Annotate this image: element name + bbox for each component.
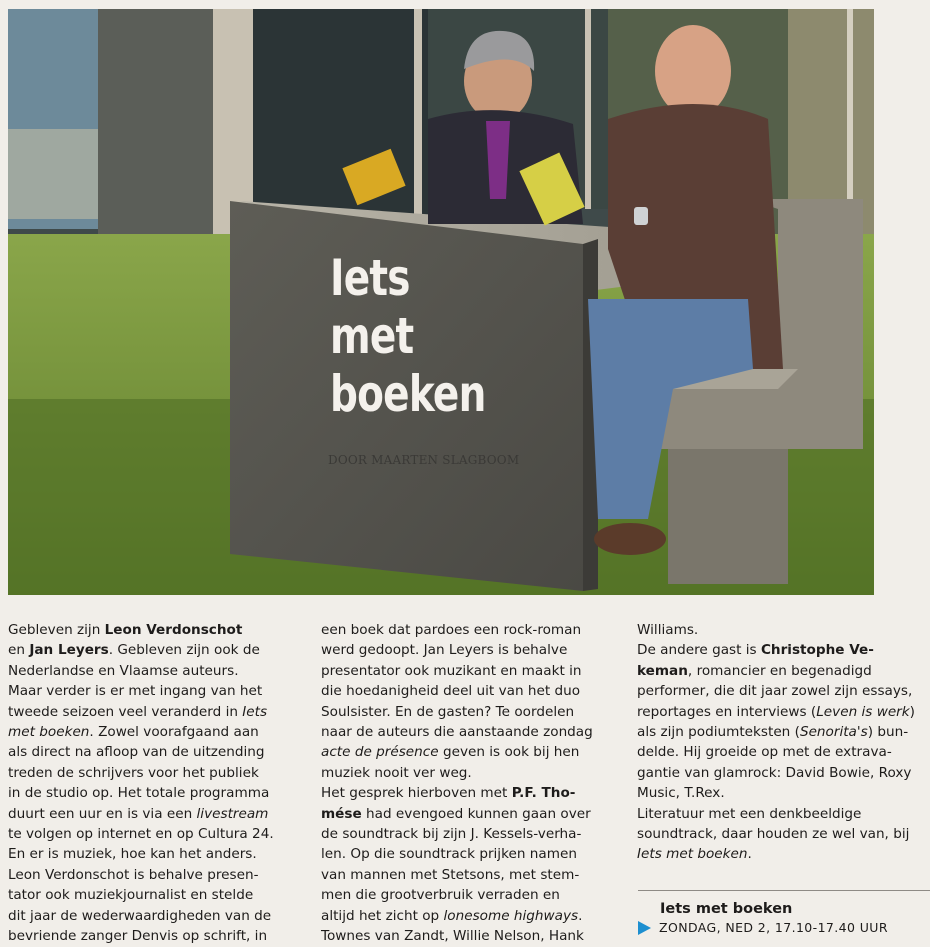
text-line: tweede seizoen veel veranderd in Iets	[8, 703, 268, 720]
text-line: van mannen met Stetsons, met stem-	[321, 866, 580, 883]
text-line: tator ook muziekjournalist en stelde	[8, 887, 254, 904]
name-bold: P.F. Tho-	[511, 785, 576, 802]
article-column-2	[321, 620, 621, 947]
text-line: gantie van glamrock: David Bowie, Roxy	[637, 764, 912, 781]
text-line: die hoedanigheid deel uit van het duo	[321, 683, 581, 700]
text-line: De andere gast is Christophe Ve-	[637, 642, 874, 659]
text-line: soundtrack, daar houden ze wel van, bij	[637, 826, 910, 843]
name-bold: keman	[637, 662, 688, 679]
headline-line: boeken	[330, 365, 486, 423]
name-bold: Jan Leyers	[29, 642, 109, 659]
text-line: Nederlandse en Vlaamse auteurs.	[8, 662, 239, 679]
headline	[330, 249, 486, 423]
text-line: werd gedoopt. Jan Leyers is behalve	[321, 642, 568, 659]
text-line: met boeken. Zowel voorafgaand aan	[8, 724, 259, 741]
text-line: performer, die dit jaar zowel zijn essays,	[637, 683, 913, 700]
text-line: de soundtrack bij zijn J. Kessels-verha-	[321, 826, 582, 843]
title-italic: livestream	[196, 805, 269, 822]
text-line: Gebleven zijn Leon Verdonschot	[8, 622, 243, 638]
text-line: men die grootverbruik verraden en	[321, 887, 560, 904]
text-line: acte de présence geven is ook bij hen	[321, 744, 580, 761]
text-line: Williams.	[637, 622, 699, 638]
title-italic: Senorita's	[799, 724, 868, 741]
infobox-time: ZONDAG, NED 2, 17.10-17.40 UUR	[659, 920, 888, 935]
text-line: als zijn podiumteksten (Senorita's) bun-	[637, 724, 909, 741]
text-line: duurt een uur en is via een livestream	[8, 805, 269, 822]
headline-line: Iets	[330, 249, 410, 307]
text-line: Maar verder is er met ingang van het	[8, 683, 263, 700]
article-column-1	[8, 620, 308, 947]
name-bold: Leon Verdonschot	[104, 622, 243, 638]
text-line: een boek dat pardoes een rock-roman	[321, 622, 582, 638]
article-photo	[8, 9, 874, 595]
text-line: bevriende zanger Denvis op schrift, in	[8, 928, 268, 945]
text-line: keman, romancier en begenadigd	[637, 662, 872, 679]
text-line: Townes van Zandt, Willie Nelson, Hank	[321, 928, 584, 945]
text-line: Literatuur met een denkbeeldige	[637, 805, 862, 822]
text-line: Iets met boeken.	[637, 846, 752, 863]
text-line: presentator ook muzikant en maakt in	[321, 662, 582, 679]
text-line: Het gesprek hierboven met P.F. Tho-	[321, 785, 576, 802]
title-italic: Iets	[242, 703, 268, 720]
name-bold: Christophe Ve-	[760, 642, 874, 659]
text-line: delde. Hij groeide op met de extrava-	[637, 744, 892, 761]
text-line: altijd het zicht op lonesome highways.	[321, 907, 583, 924]
title-italic: met boeken	[8, 724, 90, 741]
headline-line: met	[330, 307, 414, 365]
name-bold: mése	[321, 805, 362, 822]
text-line: Leon Verdonschot is behalve presen-	[8, 866, 259, 883]
title-italic: Leven is werk	[816, 703, 910, 720]
broadcast-infobox	[638, 890, 930, 935]
text-line: en Jan Leyers. Gebleven zijn ook de	[8, 642, 260, 659]
title-italic: acte de présence	[321, 744, 439, 761]
article-column-3	[637, 620, 930, 865]
text-line: Soulsister. En de gasten? Te oordelen	[321, 703, 575, 720]
text-line: in de studio op. Het totale programma	[8, 785, 270, 802]
title-italic: Iets met boeken	[637, 846, 748, 863]
title-italic: lonesome highways	[443, 907, 579, 924]
text-line: naar de auteurs die aanstaande zondag	[321, 724, 593, 741]
text-line: treden de schrijvers voor het publiek	[8, 764, 259, 781]
byline: DOOR MAARTEN SLAGBOOM	[328, 453, 520, 467]
text-line: Music, T.Rex.	[637, 785, 725, 802]
text-line: dit jaar de wederwaardigheden van de	[8, 907, 272, 924]
text-line: als direct na afloop van de uitzending	[8, 744, 265, 761]
text-line: mése had evengoed kunnen gaan over	[321, 805, 591, 822]
text-line: reportages en interviews (Leven is werk)	[637, 703, 915, 720]
text-line: te volgen op internet en op Cultura 24.	[8, 826, 274, 843]
infobox-schedule	[638, 920, 930, 935]
text-line: len. Op die soundtrack prijken namen	[321, 846, 577, 863]
infobox-title: Iets met boeken	[660, 901, 793, 917]
text-line: muziek nooit ver weg.	[321, 764, 472, 781]
text-line: En er is muziek, hoe kan het anders.	[8, 846, 257, 863]
play-arrow-icon	[638, 921, 651, 935]
